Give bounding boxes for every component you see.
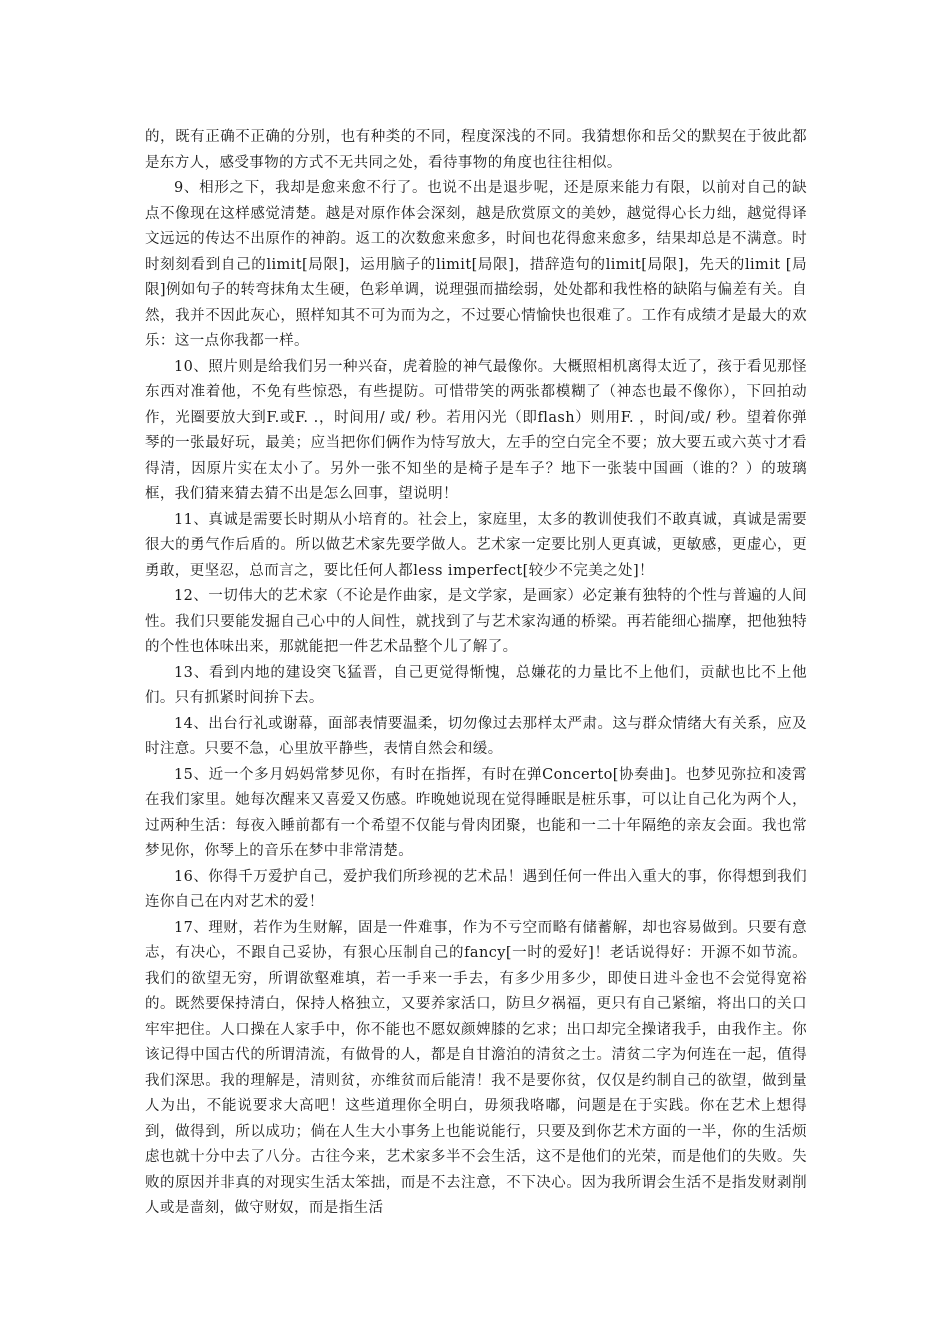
paragraph-continuation: 的，既有正确不正确的分别，也有种类的不同，程度深浅的不同。我猜想你和岳父的默契在于彼此都是东方人，感受事物的方式不无共同之处，看待事物的角度也往往相似。 [145, 129, 807, 171]
paragraph-15: 15、近一个多月妈妈常梦见你，有时在指挥，有时在弹Concerto[协奏曲]。也梦见弥拉和凌霄在我们家里。她每次醒来又喜爱又伤感。昨晚她说现在觉得睡眠是桩乐事，可以让自己化为两个人，过两种生活：每夜入睡前都有一个希望不仅能与骨肉团聚，也能和一二十年隔绝的亲友会面。我也常梦见你，你琴上的音乐在梦中非常清楚。 [145, 766, 807, 859]
paragraph-14: 14、出台行礼或谢幕，面部表情要温柔，切勿像过去那样太严肃。这与群众情绪大有关系，应及时注意。只要不急，心里放平静些，表情自然会和缓。 [145, 715, 807, 757]
paragraph-9: 9、相形之下，我却是愈来愈不行了。也说不出是退步呢，还是原来能力有限，以前对自己的缺点不像现在这样感觉清楚。越是对原作体会深刻，越是欣赏原文的美妙，越觉得心长力绌，越觉得译文远远的传达不出原作的神韵。返工的次数愈来愈多，时间也花得愈来愈多，结果却总是不满意。时时刻刻看到自己的limit[局限]，运用脑子的limit[局限]，措辞造句的limit[局限]，先天的limit [局限]例如句子的转弯抹角太生硬，色彩单调，说理强而描绘弱，处处都和我性格的缺陷与偏差有关。自然，我并不因此灰心，照样知其不可为而为之，不过要心情愉快也很难了。工作有成绩才是最大的欢乐：这一点你我都一样。 [145, 180, 807, 349]
paragraph-16: 16、你得千万爱护自己，爱护我们所珍视的艺术品！遇到任何一件出入重大的事，你得想到我们连你自己在内对艺术的爱！ [145, 868, 807, 910]
paragraph-12: 12、一切伟大的艺术家（不论是作曲家，是文学家，是画家）必定兼有独特的个性与普遍的人间性。我们只要能发掘自己心中的人间性，就找到了与艺术家沟通的桥梁。再若能细心揣摩，把他独特的个性也体味出来，那就能把一件艺术品整个儿了解了。 [145, 588, 807, 655]
paragraph-11: 11、真诚是需要长时期从小培育的。社会上，家庭里，太多的教训使我们不敢真诚，真诚是需要很大的勇气作后盾的。所以做艺术家先要学做人。艺术家一定要比别人更真诚，更敏感，更虚心，更勇敢，更坚忍，总而言之，要比任何人都less imperfect[较少不完美之处]！ [145, 511, 807, 579]
document-body [145, 125, 807, 1222]
paragraph-17: 17、理财，若作为生财解，固是一件难事，作为不亏空而略有储蓄解，却也容易做到。只要有意志，有决心，不跟自己妥协，有狠心压制自己的fancy[一时的爱好]！老话说得好：开源不如节流。我们的欲望无穷，所谓欲壑难填，若一手来一手去，有多少用多少，即使日进斗金也不会觉得宽裕的。既然要保持清白，保持人格独立，又要养家活口，防旦夕祸福，更只有自己紧缩，将出口的关口牢牢把住。人口操在人家手中，你不能也不愿奴颜婢膝的乞求；出口却完全操诸我手，由我作主。你该记得中国古代的所谓清流，有做骨的人，都是自甘澹泊的清贫之士。清贫二字为何连在一起，值得我们深思。我的理解是，清则贫，亦维贫而后能清！我不是要你贫，仅仅是约制自己的欲望，做到量人为出，不能说要求大高吧！这些道理你全明白，毋须我咯嘟，问题是在于实践。你在艺术上想得到，做得到，所以成功；倘在人生大小事务上也能说能行，只要及到你艺术方面的一半，你的生活烦虑也就十分中去了八分。古往今来，艺术家多半不会生活，这不是他们的光荣，而是他们的失败。失败的原因并非真的对现实生活太笨拙，而是不去注意，不下决心。因为我所谓会生活不是指发财剥削人或是啬刻，做守财奴，而是指生活 [145, 919, 807, 1216]
paragraph-13: 13、看到内地的建设突飞猛晋，自己更觉得惭愧，总嫌花的力量比不上他们，贡献也比不上他们。只有抓紧时间拚下去。 [145, 664, 807, 706]
paragraph-10: 10、照片则是给我们另一种兴奋，虎着脸的神气最像你。大概照相机离得太近了，孩于看见那怪东西对准着他，不免有些惊恐，有些提防。可惜带笑的两张都模糊了（神态也最不像你），下回拍动作，光圈要放大到F.或F. .，时间用/ 或/ 秒。若用闪光（即flash）则用F. ，时间/或/ 秒。望着你弹琴的一张最好玩，最美；应当把你们俩作为恃写放大，左手的空白完全不要；放大要五或六英寸才看得清，因原片实在太小了。另外一张不知坐的是椅子是车子？地下一张装中国画（谁的？）的玻璃框，我们猜来猜去猜不出是怎么回事，望说明！ [145, 358, 807, 502]
